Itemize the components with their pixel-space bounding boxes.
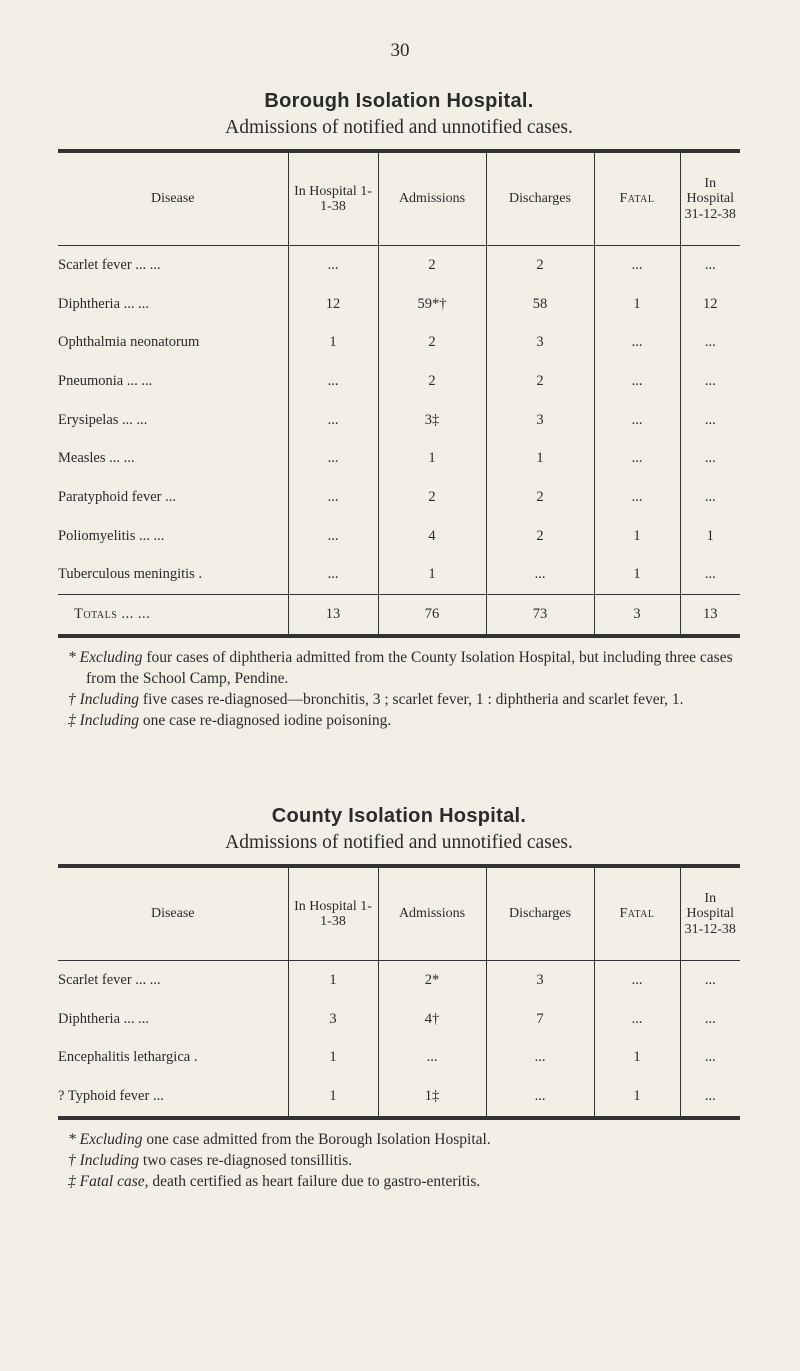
table-row	[58, 1000, 740, 1039]
county-title: County Isolation Hospital.	[271, 805, 527, 827]
county-footnotes	[58, 1130, 740, 1193]
value-cell: 1	[288, 1077, 378, 1118]
footnote-text: four cases of diphtheria admitted from the County Isolation Hospital, but including three cases from the School Camp, Pendine.	[86, 648, 733, 687]
value-cell: 3‡	[378, 401, 486, 440]
header-fatal: Fatal	[594, 866, 680, 961]
disease-cell: Paratyphoid fever ...	[58, 488, 176, 505]
footnote	[58, 690, 740, 711]
disease-cell: ? Typhoid fever ...	[58, 1077, 288, 1118]
borough-title: Borough Isolation Hospital.	[264, 90, 534, 112]
disease-cell: Ophthalmia neonatorum	[58, 334, 200, 351]
footnote	[58, 711, 740, 732]
footnote-mark: † Including	[68, 690, 140, 708]
value-cell: ...	[680, 246, 740, 285]
value-cell: 1	[288, 323, 378, 362]
value-cell: 2*	[378, 961, 486, 1000]
value-cell: 7	[486, 1000, 594, 1039]
footnote-text: two cases re-diagnosed tonsillitis.	[139, 1151, 353, 1169]
county-subtitle: Admissions of notified and unnotified cases.	[225, 832, 573, 853]
value-cell: 1	[594, 556, 680, 595]
value-cell: 2	[486, 362, 594, 401]
borough-section	[58, 90, 740, 732]
value-cell: 4†	[378, 1000, 486, 1039]
value-cell: ...	[288, 517, 378, 556]
disease-cell: Scarlet fever ... ...	[58, 971, 161, 988]
footnote	[58, 1151, 740, 1172]
county-section	[58, 805, 740, 1193]
value-cell: ...	[594, 1000, 680, 1039]
table-row	[58, 478, 740, 517]
table-row	[58, 961, 740, 1000]
value-cell: ...	[288, 439, 378, 478]
value-cell: 2	[378, 323, 486, 362]
value-cell: 1	[288, 1038, 378, 1077]
value-cell: 4	[378, 517, 486, 556]
totals-value: 13	[288, 595, 378, 636]
value-cell: 2	[486, 478, 594, 517]
value-cell: 2	[378, 478, 486, 517]
header-disease: Disease	[58, 866, 288, 961]
value-cell: 2	[378, 362, 486, 401]
totals-label: Totals ... ...	[58, 595, 288, 636]
footnote	[58, 1172, 740, 1193]
value-cell: ...	[288, 556, 378, 595]
value-cell: ...	[680, 1038, 740, 1077]
value-cell: ...	[486, 1077, 594, 1118]
value-cell: ...	[680, 362, 740, 401]
value-cell: ...	[594, 362, 680, 401]
value-cell: 1	[680, 517, 740, 556]
value-cell: ...	[680, 556, 740, 595]
footnote-mark: * Excluding	[68, 1130, 143, 1148]
disease-cell: Encephalitis lethargica .	[58, 1049, 198, 1066]
header-in-hospital-start: In Hospital 1-1-38	[288, 151, 378, 246]
borough-subtitle: Admissions of notified and unnotified cases.	[225, 117, 573, 138]
value-cell: ...	[288, 401, 378, 440]
value-cell: ...	[594, 246, 680, 285]
footnote-text: five cases re-diagnosed—bronchitis, 3 ; scarlet fever, 1 : diphtheria and scarlet fever, 1.	[139, 690, 684, 708]
value-cell: ...	[594, 439, 680, 478]
value-cell: ...	[680, 961, 740, 1000]
header-discharges: Discharges	[486, 151, 594, 246]
value-cell: ...	[680, 439, 740, 478]
value-cell: 1	[594, 285, 680, 324]
value-cell: ...	[378, 1038, 486, 1077]
totals-value: 13	[680, 595, 740, 636]
value-cell: 12	[288, 285, 378, 324]
value-cell: ...	[594, 961, 680, 1000]
value-cell: 1	[378, 556, 486, 595]
borough-footnotes	[58, 648, 740, 732]
header-fatal: Fatal	[594, 151, 680, 246]
value-cell: 2	[486, 517, 594, 556]
value-cell: ...	[680, 323, 740, 362]
table-row	[58, 323, 740, 362]
disease-cell: Tuberculous meningitis .	[58, 566, 203, 583]
table-row	[58, 362, 740, 401]
value-cell: ...	[486, 556, 594, 595]
disease-cell: Diphtheria ... ...	[58, 295, 150, 312]
value-cell: 1	[288, 961, 378, 1000]
header-admissions: Admissions	[378, 866, 486, 961]
footnote-text: one case re-diagnosed iodine poisoning.	[139, 711, 392, 729]
value-cell: ...	[288, 478, 378, 517]
value-cell: ...	[594, 323, 680, 362]
value-cell: 1	[378, 439, 486, 478]
value-cell: 1	[594, 1077, 680, 1118]
footnote	[58, 648, 740, 690]
value-cell: 1‡	[378, 1077, 486, 1118]
value-cell: ...	[680, 1000, 740, 1039]
value-cell: ...	[288, 362, 378, 401]
value-cell: 3	[486, 401, 594, 440]
totals-row	[58, 595, 740, 636]
header-in-hospital-end: In Hospital 31-12-38	[680, 151, 740, 246]
value-cell: ...	[680, 478, 740, 517]
header-discharges: Discharges	[486, 866, 594, 961]
borough-table	[58, 149, 740, 638]
table-row	[58, 246, 740, 285]
value-cell: 3	[486, 961, 594, 1000]
value-cell: ...	[486, 1038, 594, 1077]
table-row	[58, 1038, 740, 1077]
value-cell: 2	[378, 246, 486, 285]
footnote	[58, 1130, 740, 1151]
value-cell: ...	[680, 401, 740, 440]
value-cell: 58	[486, 285, 594, 324]
value-cell: 1	[594, 517, 680, 556]
value-cell: ...	[594, 401, 680, 440]
disease-cell: Poliomyelitis ... ...	[58, 527, 165, 544]
disease-cell: Pneumonia ... ...	[58, 372, 153, 389]
totals-value: 76	[378, 595, 486, 636]
table-row	[58, 517, 740, 556]
value-cell: 12	[680, 285, 740, 324]
header-in-hospital-end: In Hospital 31-12-38	[680, 866, 740, 961]
value-cell: 2	[486, 246, 594, 285]
table-row	[58, 439, 740, 478]
footnote-text: death certified as heart failure due to gastro-enteritis.	[148, 1172, 481, 1190]
footnote-text: one case admitted from the Borough Isolation Hospital.	[142, 1130, 491, 1148]
disease-cell: Scarlet fever ... ...	[58, 256, 161, 273]
value-cell: 3	[288, 1000, 378, 1039]
page-number: 30	[390, 40, 410, 61]
totals-value: 3	[594, 595, 680, 636]
footnote-mark: * Excluding	[68, 648, 143, 666]
table-row	[58, 556, 740, 595]
county-table	[58, 864, 740, 1120]
value-cell: ...	[680, 1077, 740, 1118]
footnote-mark: † Including	[68, 1151, 140, 1169]
footnote-mark: ‡ Including	[68, 711, 140, 729]
disease-cell: Diphtheria ... ...	[58, 1010, 150, 1027]
value-cell: 59*†	[378, 285, 486, 324]
totals-value: 73	[486, 595, 594, 636]
value-cell: 1	[594, 1038, 680, 1077]
value-cell: ...	[288, 246, 378, 285]
table-row	[58, 1077, 740, 1118]
header-admissions: Admissions	[378, 151, 486, 246]
table-row	[58, 285, 740, 324]
header-disease: Disease	[58, 151, 288, 246]
value-cell: ...	[594, 478, 680, 517]
value-cell: 1	[486, 439, 594, 478]
table-row	[58, 401, 740, 440]
disease-cell: Erysipelas ... ...	[58, 411, 148, 428]
footnote-mark: ‡ Fatal case,	[68, 1172, 149, 1190]
disease-cell: Measles ... ...	[58, 450, 135, 467]
value-cell: 3	[486, 323, 594, 362]
header-in-hospital-start: In Hospital 1-1-38	[288, 866, 378, 961]
